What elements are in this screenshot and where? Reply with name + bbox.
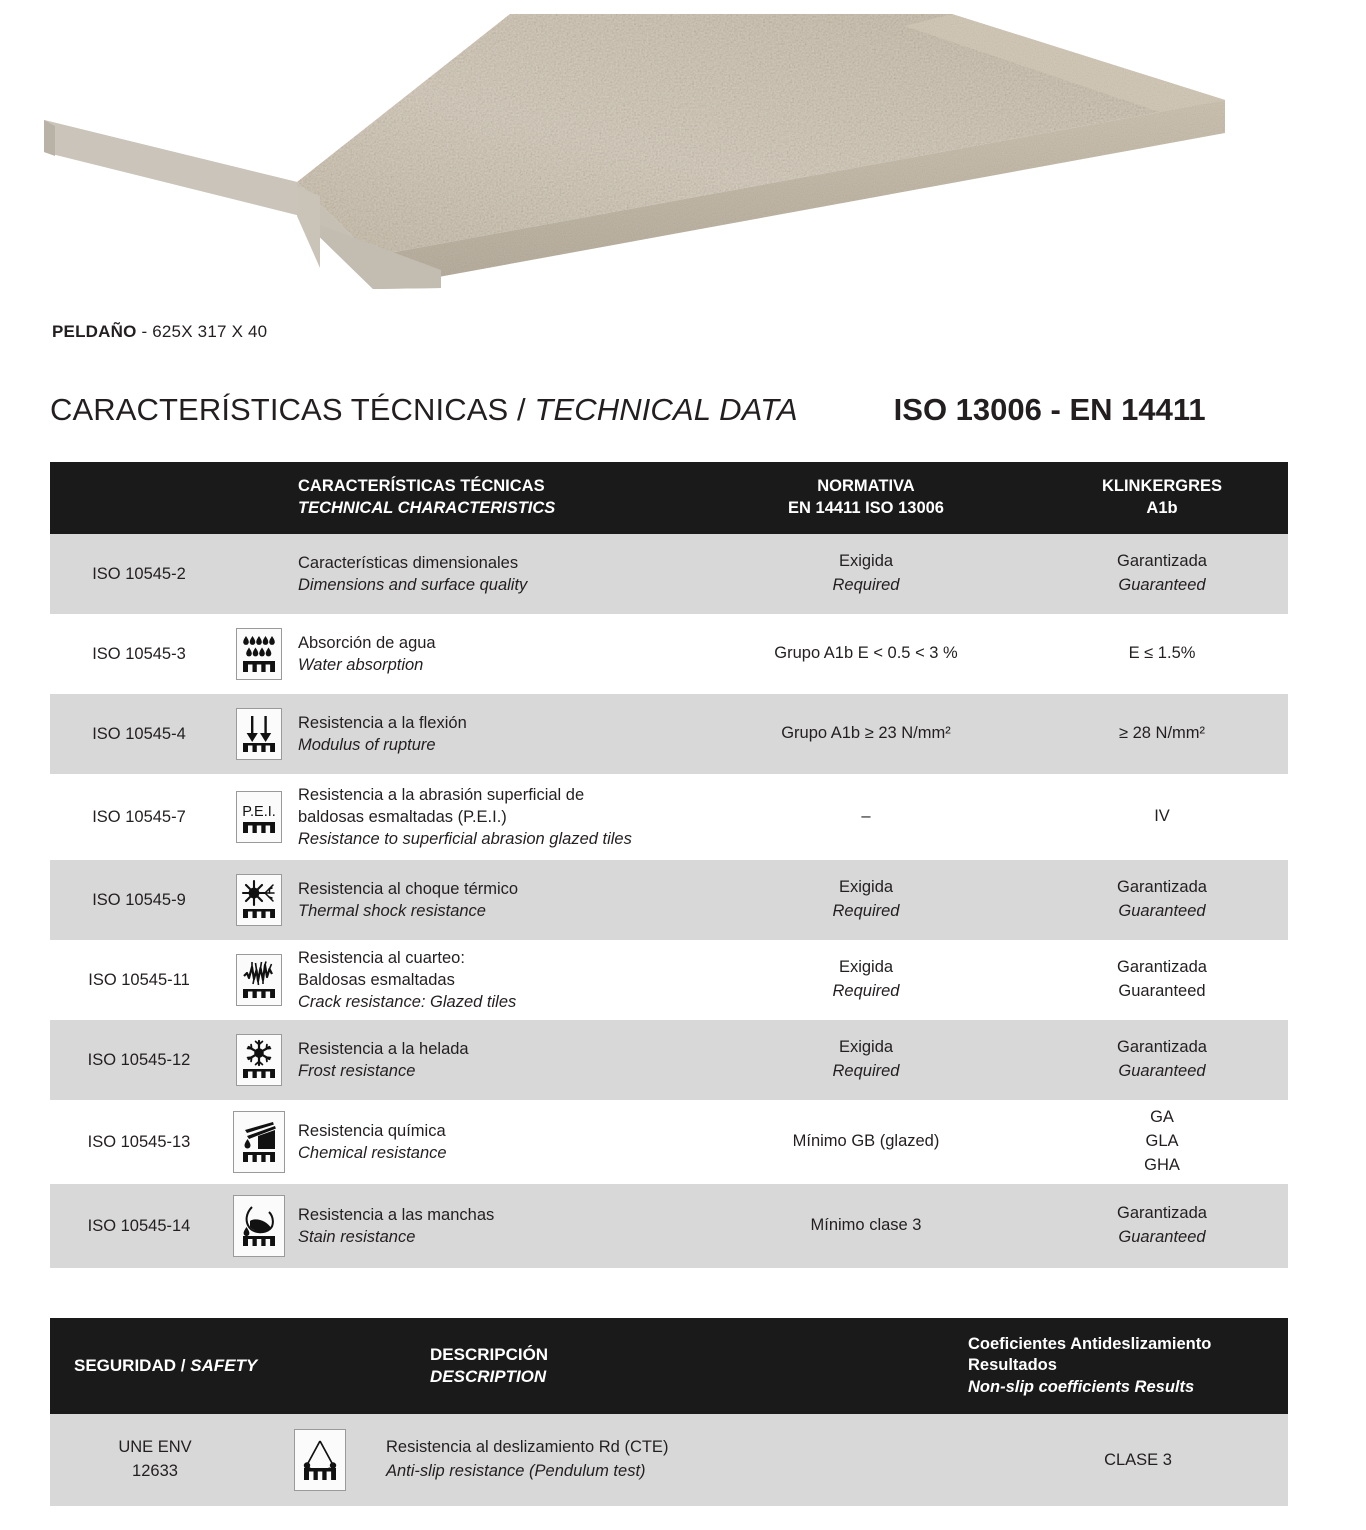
row-val-es: Garantizada	[1117, 958, 1207, 977]
row-norm-es: Grupo A1b E < 0.5 < 3 %	[774, 644, 958, 663]
row-value	[1036, 1202, 1288, 1250]
safety-table	[50, 1318, 1288, 1506]
product-image	[0, 0, 1366, 300]
thermal-shock-icon	[236, 874, 282, 926]
safety-row	[50, 1414, 1288, 1506]
row-norm	[696, 1214, 1036, 1238]
svg-text:P.E.I.: P.E.I.	[242, 804, 276, 820]
row-desc-es: Resistencia química	[298, 1121, 446, 1140]
row-val-es: E ≤ 1.5%	[1128, 644, 1196, 663]
header-value-col	[1036, 476, 1288, 520]
header-val-en: A1b	[1146, 499, 1178, 517]
row-desc-es: Resistencia al choque térmico	[298, 879, 519, 898]
row-code: ISO 10545-2	[92, 564, 186, 583]
row-norm	[696, 642, 1036, 666]
row-code: ISO 10545-12	[87, 1050, 191, 1069]
safety-code-line1: UNE ENV	[118, 1438, 192, 1457]
pei-abrasion-icon	[236, 791, 282, 843]
safety-row-value: CLASE 3	[1104, 1450, 1172, 1469]
row-norm-en: Required	[832, 576, 900, 594]
safety-label-en: SAFETY	[190, 1356, 258, 1375]
crack-resistance-icon	[236, 954, 282, 1006]
row-icon-cell	[228, 1034, 290, 1086]
row-norm-es: Exigida	[838, 958, 894, 977]
row-norm-es: Grupo A1b ≥ 23 N/mm²	[781, 724, 951, 743]
water-absorption-icon	[236, 628, 282, 680]
table-row	[50, 940, 1288, 1020]
row-desc-en: Dimensions and surface quality	[298, 576, 528, 594]
row-desc-es2: baldosas esmaltadas (P.E.I.)	[298, 807, 507, 826]
row-val-es: Garantizada	[1117, 878, 1207, 897]
safety-res-line1: Coeficientes Antideslizamiento	[968, 1334, 1212, 1353]
row-code: ISO 10545-14	[87, 1216, 191, 1235]
header-norm-col	[696, 476, 1036, 520]
page-title-en: TECHNICAL DATA	[534, 392, 798, 427]
safety-res-line2: Resultados	[968, 1356, 1057, 1375]
row-val-es2: GLA	[1145, 1132, 1179, 1151]
safety-header-row	[50, 1318, 1288, 1414]
row-desc-es: Resistencia al cuarteo:	[298, 948, 465, 967]
row-description	[290, 878, 696, 922]
modulus-of-rupture-icon	[236, 708, 282, 760]
row-icon-cell	[228, 874, 290, 926]
row-val-es: GA	[1150, 1108, 1174, 1127]
row-desc-en: Water absorption	[298, 656, 424, 674]
row-val-es: ≥ 28 N/mm²	[1118, 724, 1206, 743]
table-row	[50, 860, 1288, 940]
safety-header-seguridad	[50, 1356, 430, 1376]
page-title	[50, 392, 798, 428]
row-description	[290, 1204, 696, 1248]
row-norm	[696, 876, 1036, 924]
row-val-es3: GHA	[1144, 1155, 1180, 1174]
header-desc-es: CARACTERÍSTICAS TÉCNICAS	[298, 477, 545, 496]
row-value	[1036, 642, 1288, 666]
table-row	[50, 534, 1288, 614]
row-val-en: Guaranteed	[1118, 576, 1206, 594]
row-desc-en: Frost resistance	[298, 1062, 416, 1080]
row-norm	[696, 1130, 1036, 1154]
row-icon-cell	[228, 791, 290, 843]
row-value	[1036, 956, 1288, 1004]
row-desc-es: Resistencia a la abrasión superficial de	[298, 785, 585, 804]
header-val-es: KLINKERGRES	[1101, 477, 1223, 496]
row-norm	[696, 956, 1036, 1004]
row-value	[1036, 876, 1288, 924]
table-row	[50, 1184, 1288, 1268]
row-desc-en: Chemical resistance	[298, 1144, 447, 1162]
stair-tread-illustration	[0, 0, 1366, 300]
row-icon-cell	[228, 628, 290, 680]
safety-row-description	[380, 1436, 988, 1484]
header-norm-en: EN 14411 ISO 13006	[788, 499, 944, 517]
table-header-row	[50, 462, 1288, 534]
row-description	[290, 947, 696, 1013]
row-icon-cell	[228, 1195, 290, 1257]
row-val-es: Garantizada	[1117, 1038, 1207, 1057]
row-desc-en: Crack resistance: Glazed tiles	[298, 993, 517, 1012]
frost-resistance-icon	[236, 1034, 282, 1086]
row-description	[290, 632, 696, 676]
row-code: ISO 10545-3	[92, 644, 186, 663]
row-norm-en: Required	[832, 902, 900, 920]
row-value	[1036, 722, 1288, 746]
row-norm	[696, 722, 1036, 746]
safety-res-line3: Non-slip coefficients Results	[968, 1377, 1195, 1396]
row-norm-es: Exigida	[838, 878, 894, 897]
row-val-en: Guaranteed	[1118, 1062, 1206, 1080]
table-row	[50, 1020, 1288, 1100]
row-desc-es: Características dimensionales	[298, 553, 519, 572]
product-dimensions: - 625X 317 X 40	[141, 322, 268, 341]
row-value	[1036, 550, 1288, 598]
product-name: PELDAÑO	[52, 322, 137, 341]
row-icon-cell	[228, 708, 290, 760]
row-val-es: Garantizada	[1117, 552, 1207, 571]
safety-label-es: SEGURIDAD /	[74, 1356, 191, 1375]
safety-header-description	[430, 1344, 968, 1388]
row-norm-en: Required	[832, 982, 900, 1000]
row-code: ISO 10545-7	[92, 807, 186, 826]
row-norm-en: Required	[832, 1062, 900, 1080]
safety-row-code	[50, 1436, 260, 1484]
row-desc-es: Resistencia a las manchas	[298, 1205, 495, 1224]
row-value	[1036, 1036, 1288, 1084]
safety-code-line2: 12633	[132, 1462, 178, 1480]
row-value	[1036, 1106, 1288, 1178]
row-norm-es: Mínimo clase 3	[810, 1216, 922, 1235]
safety-row-icon-cell	[260, 1429, 380, 1491]
standard-reference: ISO 13006 - EN 14411	[893, 392, 1206, 427]
safety-row-desc-en: Anti-slip resistance (Pendulum test)	[386, 1462, 646, 1480]
row-icon-cell	[228, 1111, 290, 1173]
row-val-es: IV	[1154, 807, 1170, 826]
row-icon-cell	[228, 954, 290, 1006]
header-norm-es: NORMATIVA	[817, 477, 915, 496]
row-desc-es: Resistencia a la flexión	[298, 713, 467, 732]
safety-desc-es: DESCRIPCIÓN	[430, 1344, 549, 1364]
row-val-en: Guaranteed	[1118, 902, 1206, 920]
row-desc-es: Resistencia a la helada	[298, 1039, 469, 1058]
table-row	[50, 774, 1288, 860]
page-title-es: CARACTERÍSTICAS TÉCNICAS /	[50, 392, 535, 427]
row-norm-es: Exigida	[838, 1038, 894, 1057]
row-description	[290, 1038, 696, 1082]
table-row	[50, 614, 1288, 694]
safety-desc-en: DESCRIPTION	[430, 1367, 547, 1386]
row-desc-en: Stain resistance	[298, 1228, 416, 1246]
header-desc-en: TECHNICAL CHARACTERISTICS	[298, 499, 556, 517]
row-code: ISO 10545-4	[92, 724, 186, 743]
row-norm-es: Mínimo GB (glazed)	[792, 1132, 940, 1151]
row-norm	[696, 805, 1036, 829]
row-description	[290, 1120, 696, 1164]
row-desc-en: Thermal shock resistance	[298, 902, 486, 920]
stain-resistance-icon	[233, 1195, 285, 1257]
row-norm	[696, 1036, 1036, 1084]
table-row	[50, 1100, 1288, 1184]
row-code: ISO 10545-9	[92, 890, 186, 909]
table-row	[50, 694, 1288, 774]
row-value	[1036, 805, 1288, 829]
row-desc-es: Absorción de agua	[298, 633, 436, 652]
row-norm-es: –	[861, 807, 871, 826]
row-val-en: Guaranteed	[1118, 982, 1206, 1000]
row-description	[290, 712, 696, 756]
product-caption	[52, 322, 267, 342]
row-description	[290, 784, 696, 850]
row-desc-en: Resistance to superficial abrasion glazed tiles	[298, 830, 632, 849]
row-norm	[696, 550, 1036, 598]
pendulum-test-icon	[294, 1429, 346, 1491]
row-code: ISO 10545-13	[87, 1132, 191, 1151]
row-desc-es2: Baldosas esmaltadas	[298, 970, 455, 989]
safety-header-results	[968, 1334, 1288, 1398]
header-description-col	[290, 476, 696, 520]
row-val-en: Guaranteed	[1118, 1228, 1206, 1246]
chemical-resistance-icon	[233, 1111, 285, 1173]
section-header	[50, 392, 1290, 428]
technical-data-table	[50, 462, 1288, 1268]
safety-row-desc-es: Resistencia al deslizamiento Rd (CTE)	[386, 1438, 669, 1457]
row-code: ISO 10545-11	[88, 970, 190, 989]
row-val-es: Garantizada	[1117, 1204, 1207, 1223]
row-desc-en: Modulus of rupture	[298, 736, 436, 754]
row-description	[290, 552, 696, 596]
row-norm-es: Exigida	[838, 552, 894, 571]
